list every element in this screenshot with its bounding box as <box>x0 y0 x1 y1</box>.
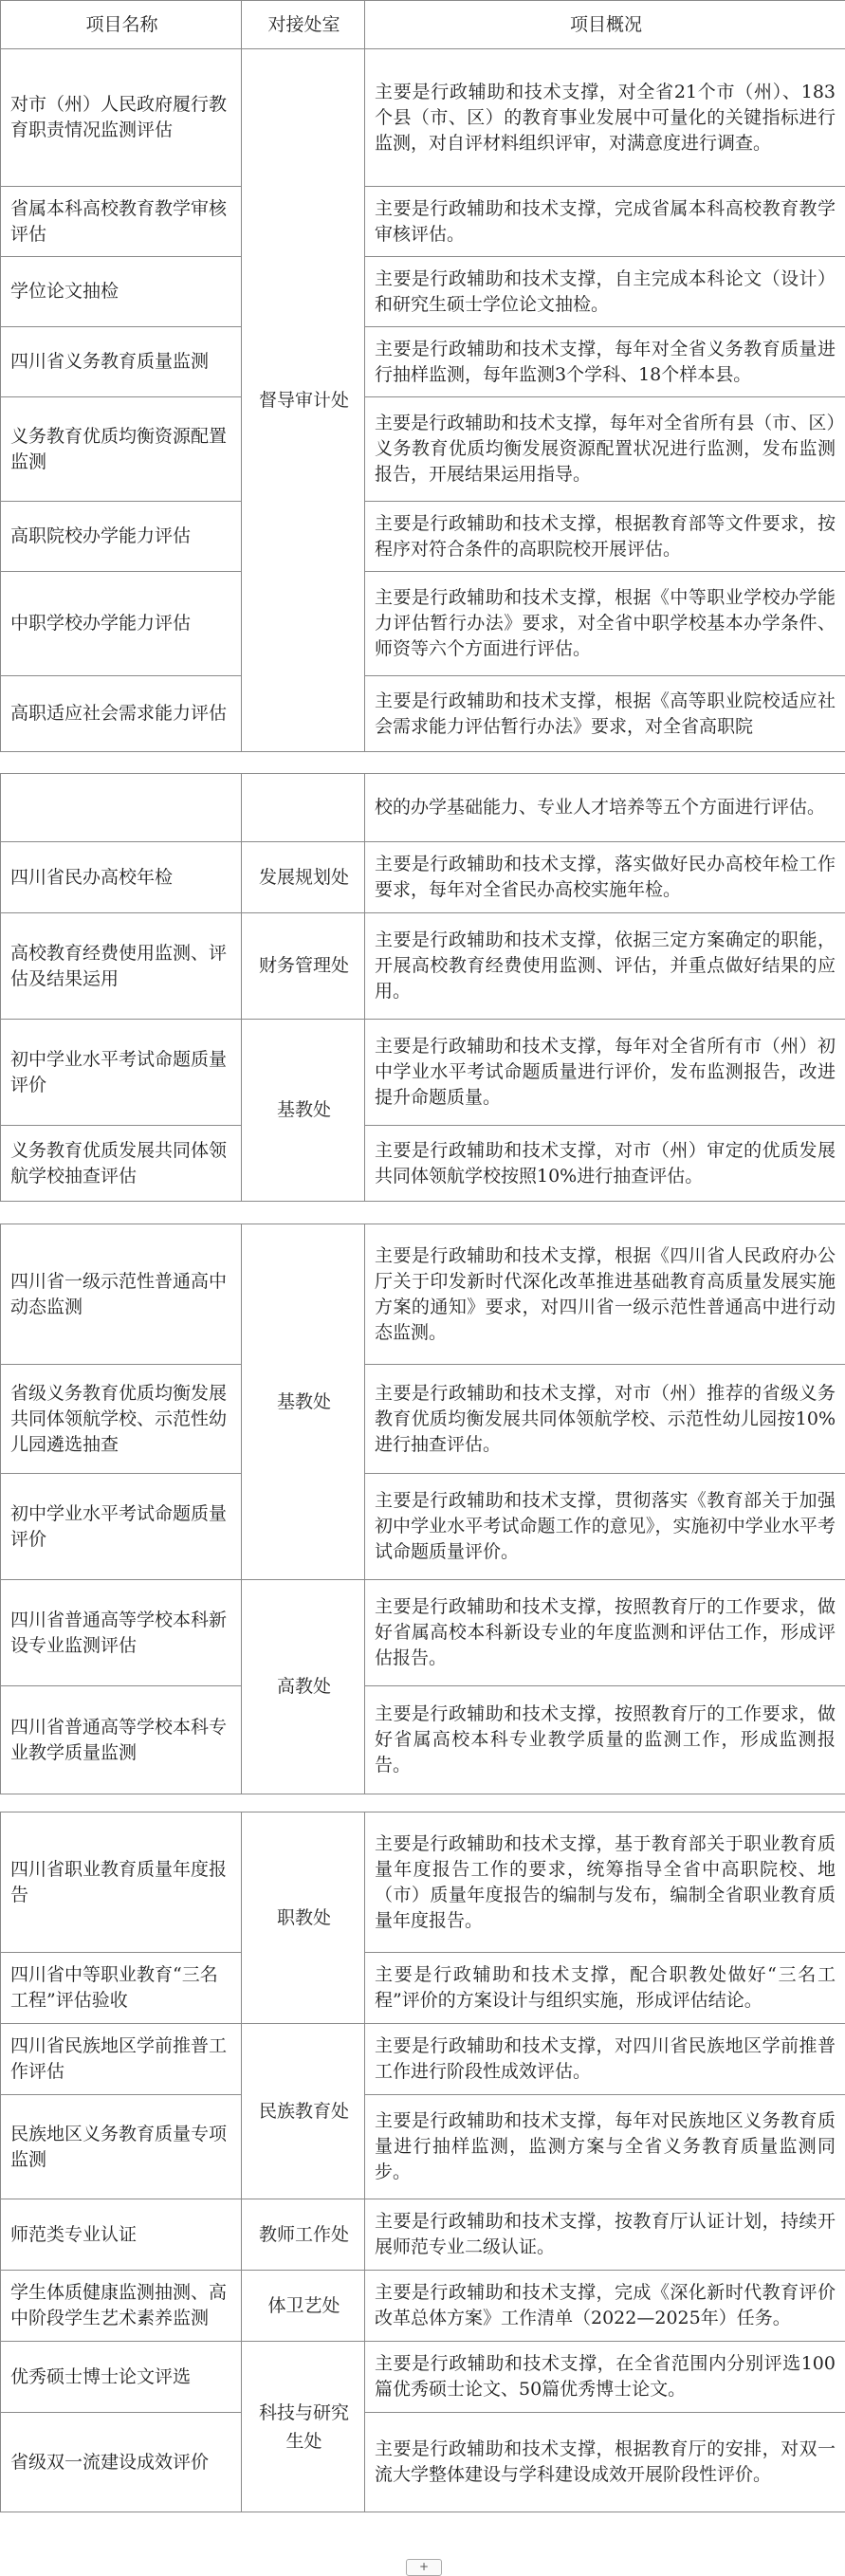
project-name: 四川省职业教育质量年度报告 <box>1 1812 242 1953</box>
project-desc: 主要是行政辅助和技术支撑，完成《深化新时代教育评价改革总体方案》工作清单（2022—2025年）任务。 <box>365 2271 845 2342</box>
table-row <box>1 842 845 913</box>
table-page-3 <box>0 1224 845 1796</box>
project-desc: 主要是行政辅助和技术支撑，对全省21个市（州）、183个县（市、区）的教育事业发展中可量化的关键指标进行监测，对自评材料组织评审，对满意度进行调查。 <box>365 49 845 187</box>
project-desc: 主要是行政辅助和技术支撑，落实做好民办高校年检工作要求，每年对全省民办高校实施年检。 <box>365 842 845 913</box>
project-desc: 主要是行政辅助和技术支撑，自主完成本科论文（设计）和研究生硕士学位论文抽检。 <box>365 257 845 327</box>
project-desc: 主要是行政辅助和技术支撑，根据教育厅的安排，对双一流大学整体建设与学科建设成效开展阶段性评价。 <box>365 2413 845 2512</box>
project-name: 四川省义务教育质量监测 <box>1 327 242 397</box>
project-name: 高职适应社会需求能力评估 <box>1 676 242 752</box>
project-name: 省级义务教育优质均衡发展共同体领航学校、示范性幼儿园遴选抽查 <box>1 1365 242 1474</box>
dept-cell: 科技与研究生处 <box>242 2342 365 2512</box>
project-name: 学生体质健康监测抽测、高中阶段学生艺术素养监测 <box>1 2271 242 2342</box>
table-row <box>1 1224 845 1365</box>
project-name: 省级双一流建设成效评价 <box>1 2413 242 2512</box>
table-row <box>1 2095 845 2199</box>
header-project-name: 项目名称 <box>1 1 242 49</box>
table-header-row <box>1 1 845 49</box>
table-row <box>1 2271 845 2342</box>
project-desc: 主要是行政辅助和技术支撑，完成省属本科高校教育教学审核评估。 <box>365 187 845 257</box>
table-row <box>1 2413 845 2512</box>
table-row <box>1 2342 845 2413</box>
table-row <box>1 397 845 502</box>
project-desc: 主要是行政辅助和技术支撑，每年对民族地区义务教育质量进行抽样监测，监测方案与全省义务教育质量监测同步。 <box>365 2095 845 2199</box>
table-row <box>1 1953 845 2024</box>
project-name: 高校教育经费使用监测、评估及结果运用 <box>1 913 242 1020</box>
project-table-3 <box>0 1224 845 1794</box>
project-table-1 <box>0 0 845 752</box>
project-desc: 主要是行政辅助和技术支撑，每年对全省所有县（市、区）义务教育优质均衡发展资源配置状况进行监测，发布监测报告，开展结果运用指导。 <box>365 397 845 502</box>
dept-cell: 基教处 <box>242 1224 365 1580</box>
page-expand-button[interactable]: + <box>406 2559 442 2576</box>
header-overview: 项目概况 <box>365 1 845 49</box>
project-desc: 主要是行政辅助和技术支撑，根据《四川省人民政府办公厅关于印发新时代深化改革推进基础教育高质量发展实施方案的通知》要求，对四川省一级示范性普通高中进行动态监测。 <box>365 1224 845 1365</box>
dept-cell: 教师工作处 <box>242 2199 365 2271</box>
project-name: 优秀硕士博士论文评选 <box>1 2342 242 2413</box>
project-desc: 校的办学基础能力、专业人才培养等五个方面进行评估。 <box>365 774 845 842</box>
table-row <box>1 257 845 327</box>
dept-cell: 发展规划处 <box>242 842 365 913</box>
project-name: 学位论文抽检 <box>1 257 242 327</box>
dept-cell: 督导审计处 <box>242 49 365 752</box>
project-desc: 主要是行政辅助和技术支撑，按照教育厅的工作要求，做好省属高校本科新设专业的年度监测和评估工作，形成评估报告。 <box>365 1580 845 1686</box>
table-row <box>1 572 845 676</box>
project-name: 四川省普通高等学校本科新设专业监测评估 <box>1 1580 242 1686</box>
table-row <box>1 2024 845 2095</box>
table-row <box>1 1580 845 1686</box>
table-row <box>1 774 845 842</box>
table-row <box>1 1020 845 1126</box>
project-table-2 <box>0 773 845 1202</box>
project-desc: 主要是行政辅助和技术支撑，配合职教处做好“三名工程”评价的方案设计与组织实施，形成评估结论。 <box>365 1953 845 2024</box>
project-name: 义务教育优质均衡资源配置监测 <box>1 397 242 502</box>
table-row <box>1 676 845 752</box>
project-desc: 主要是行政辅助和技术支撑，根据教育部等文件要求，按程序对符合条件的高职院校开展评估。 <box>365 502 845 572</box>
project-desc: 主要是行政辅助和技术支撑，对市（州）审定的优质发展共同体领航学校按照10%进行抽查评估。 <box>365 1126 845 1202</box>
project-name: 初中学业水平考试命题质量评价 <box>1 1020 242 1126</box>
project-desc: 主要是行政辅助和技术支撑，对市（州）推荐的省级义务教育优质均衡发展共同体领航学校、示范性幼儿园按10%进行抽查评估。 <box>365 1365 845 1474</box>
project-desc: 主要是行政辅助和技术支撑，根据《高等职业院校适应社会需求能力评估暂行办法》要求，对全省高职院 <box>365 676 845 752</box>
project-name: 四川省民办高校年检 <box>1 842 242 913</box>
project-desc: 主要是行政辅助和技术支撑，基于教育部关于职业教育质量年度报告工作的要求，统筹指导全省中高职院校、地（市）质量年度报告的编制与发布，编制全省职业教育质量年度报告。 <box>365 1812 845 1953</box>
dept-cell <box>242 774 365 842</box>
table-row <box>1 49 845 187</box>
table-row <box>1 502 845 572</box>
project-desc: 主要是行政辅助和技术支撑，对四川省民族地区学前推普工作进行阶段性成效评估。 <box>365 2024 845 2095</box>
project-name: 中职学校办学能力评估 <box>1 572 242 676</box>
dept-cell: 体卫艺处 <box>242 2271 365 2342</box>
table-row <box>1 1365 845 1474</box>
table-row <box>1 187 845 257</box>
dept-cell: 基教处 <box>242 1020 365 1202</box>
project-name: 省属本科高校教育教学审核评估 <box>1 187 242 257</box>
project-name: 师范类专业认证 <box>1 2199 242 2271</box>
project-desc: 主要是行政辅助和技术支撑，根据《中等职业学校办学能力评估暂行办法》要求，对全省中职学校基本办学条件、师资等六个方面进行评估。 <box>365 572 845 676</box>
table-row <box>1 2199 845 2271</box>
project-table-4 <box>0 1812 845 2512</box>
project-desc: 主要是行政辅助和技术支撑，贯彻落实《教育部关于加强初中学业水平考试命题工作的意见》，实施初中学业水平考试命题质量评价。 <box>365 1474 845 1580</box>
table-page-1 <box>0 0 845 759</box>
header-dept: 对接处室 <box>242 1 365 49</box>
project-name: 四川省民族地区学前推普工作评估 <box>1 2024 242 2095</box>
project-name: 四川省一级示范性普通高中动态监测 <box>1 1224 242 1365</box>
project-name: 四川省中等职业教育“三名工程”评估验收 <box>1 1953 242 2024</box>
table-row <box>1 1686 845 1794</box>
project-name: 四川省普通高等学校本科专业教学质量监测 <box>1 1686 242 1794</box>
dept-cell: 职教处 <box>242 1812 365 2024</box>
project-name: 初中学业水平考试命题质量评价 <box>1 1474 242 1580</box>
table-page-2 <box>0 773 845 1205</box>
project-desc: 主要是行政辅助和技术支撑，每年对全省义务教育质量进行抽样监测，每年监测3个学科、18个样本县。 <box>365 327 845 397</box>
project-name: 高职院校办学能力评估 <box>1 502 242 572</box>
project-name: 对市（州）人民政府履行教育职责情况监测评估 <box>1 49 242 187</box>
table-row <box>1 327 845 397</box>
project-name: 义务教育优质发展共同体领航学校抽查评估 <box>1 1126 242 1202</box>
project-desc: 主要是行政辅助和技术支撑，在全省范围内分别评选100篇优秀硕士论文、50篇优秀博士论文。 <box>365 2342 845 2413</box>
project-desc: 主要是行政辅助和技术支撑，按照教育厅的工作要求，做好省属高校本科专业教学质量的监测工作，形成监测报告。 <box>365 1686 845 1794</box>
table-page-4 <box>0 1812 845 2556</box>
table-row <box>1 1812 845 1953</box>
dept-cell: 民族教育处 <box>242 2024 365 2199</box>
table-row <box>1 1474 845 1580</box>
project-name <box>1 774 242 842</box>
project-name: 民族地区义务教育质量专项监测 <box>1 2095 242 2199</box>
project-desc: 主要是行政辅助和技术支撑，按教育厅认证计划，持续开展师范专业二级认证。 <box>365 2199 845 2271</box>
dept-cell: 高教处 <box>242 1580 365 1794</box>
table-row <box>1 913 845 1020</box>
project-desc: 主要是行政辅助和技术支撑，每年对全省所有市（州）初中学业水平考试命题质量进行评价，发布监测报告，改进提升命题质量。 <box>365 1020 845 1126</box>
dept-cell: 财务管理处 <box>242 913 365 1020</box>
project-desc: 主要是行政辅助和技术支撑，依据三定方案确定的职能，开展高校教育经费使用监测、评估，并重点做好结果的应用。 <box>365 913 845 1020</box>
table-row <box>1 1126 845 1202</box>
